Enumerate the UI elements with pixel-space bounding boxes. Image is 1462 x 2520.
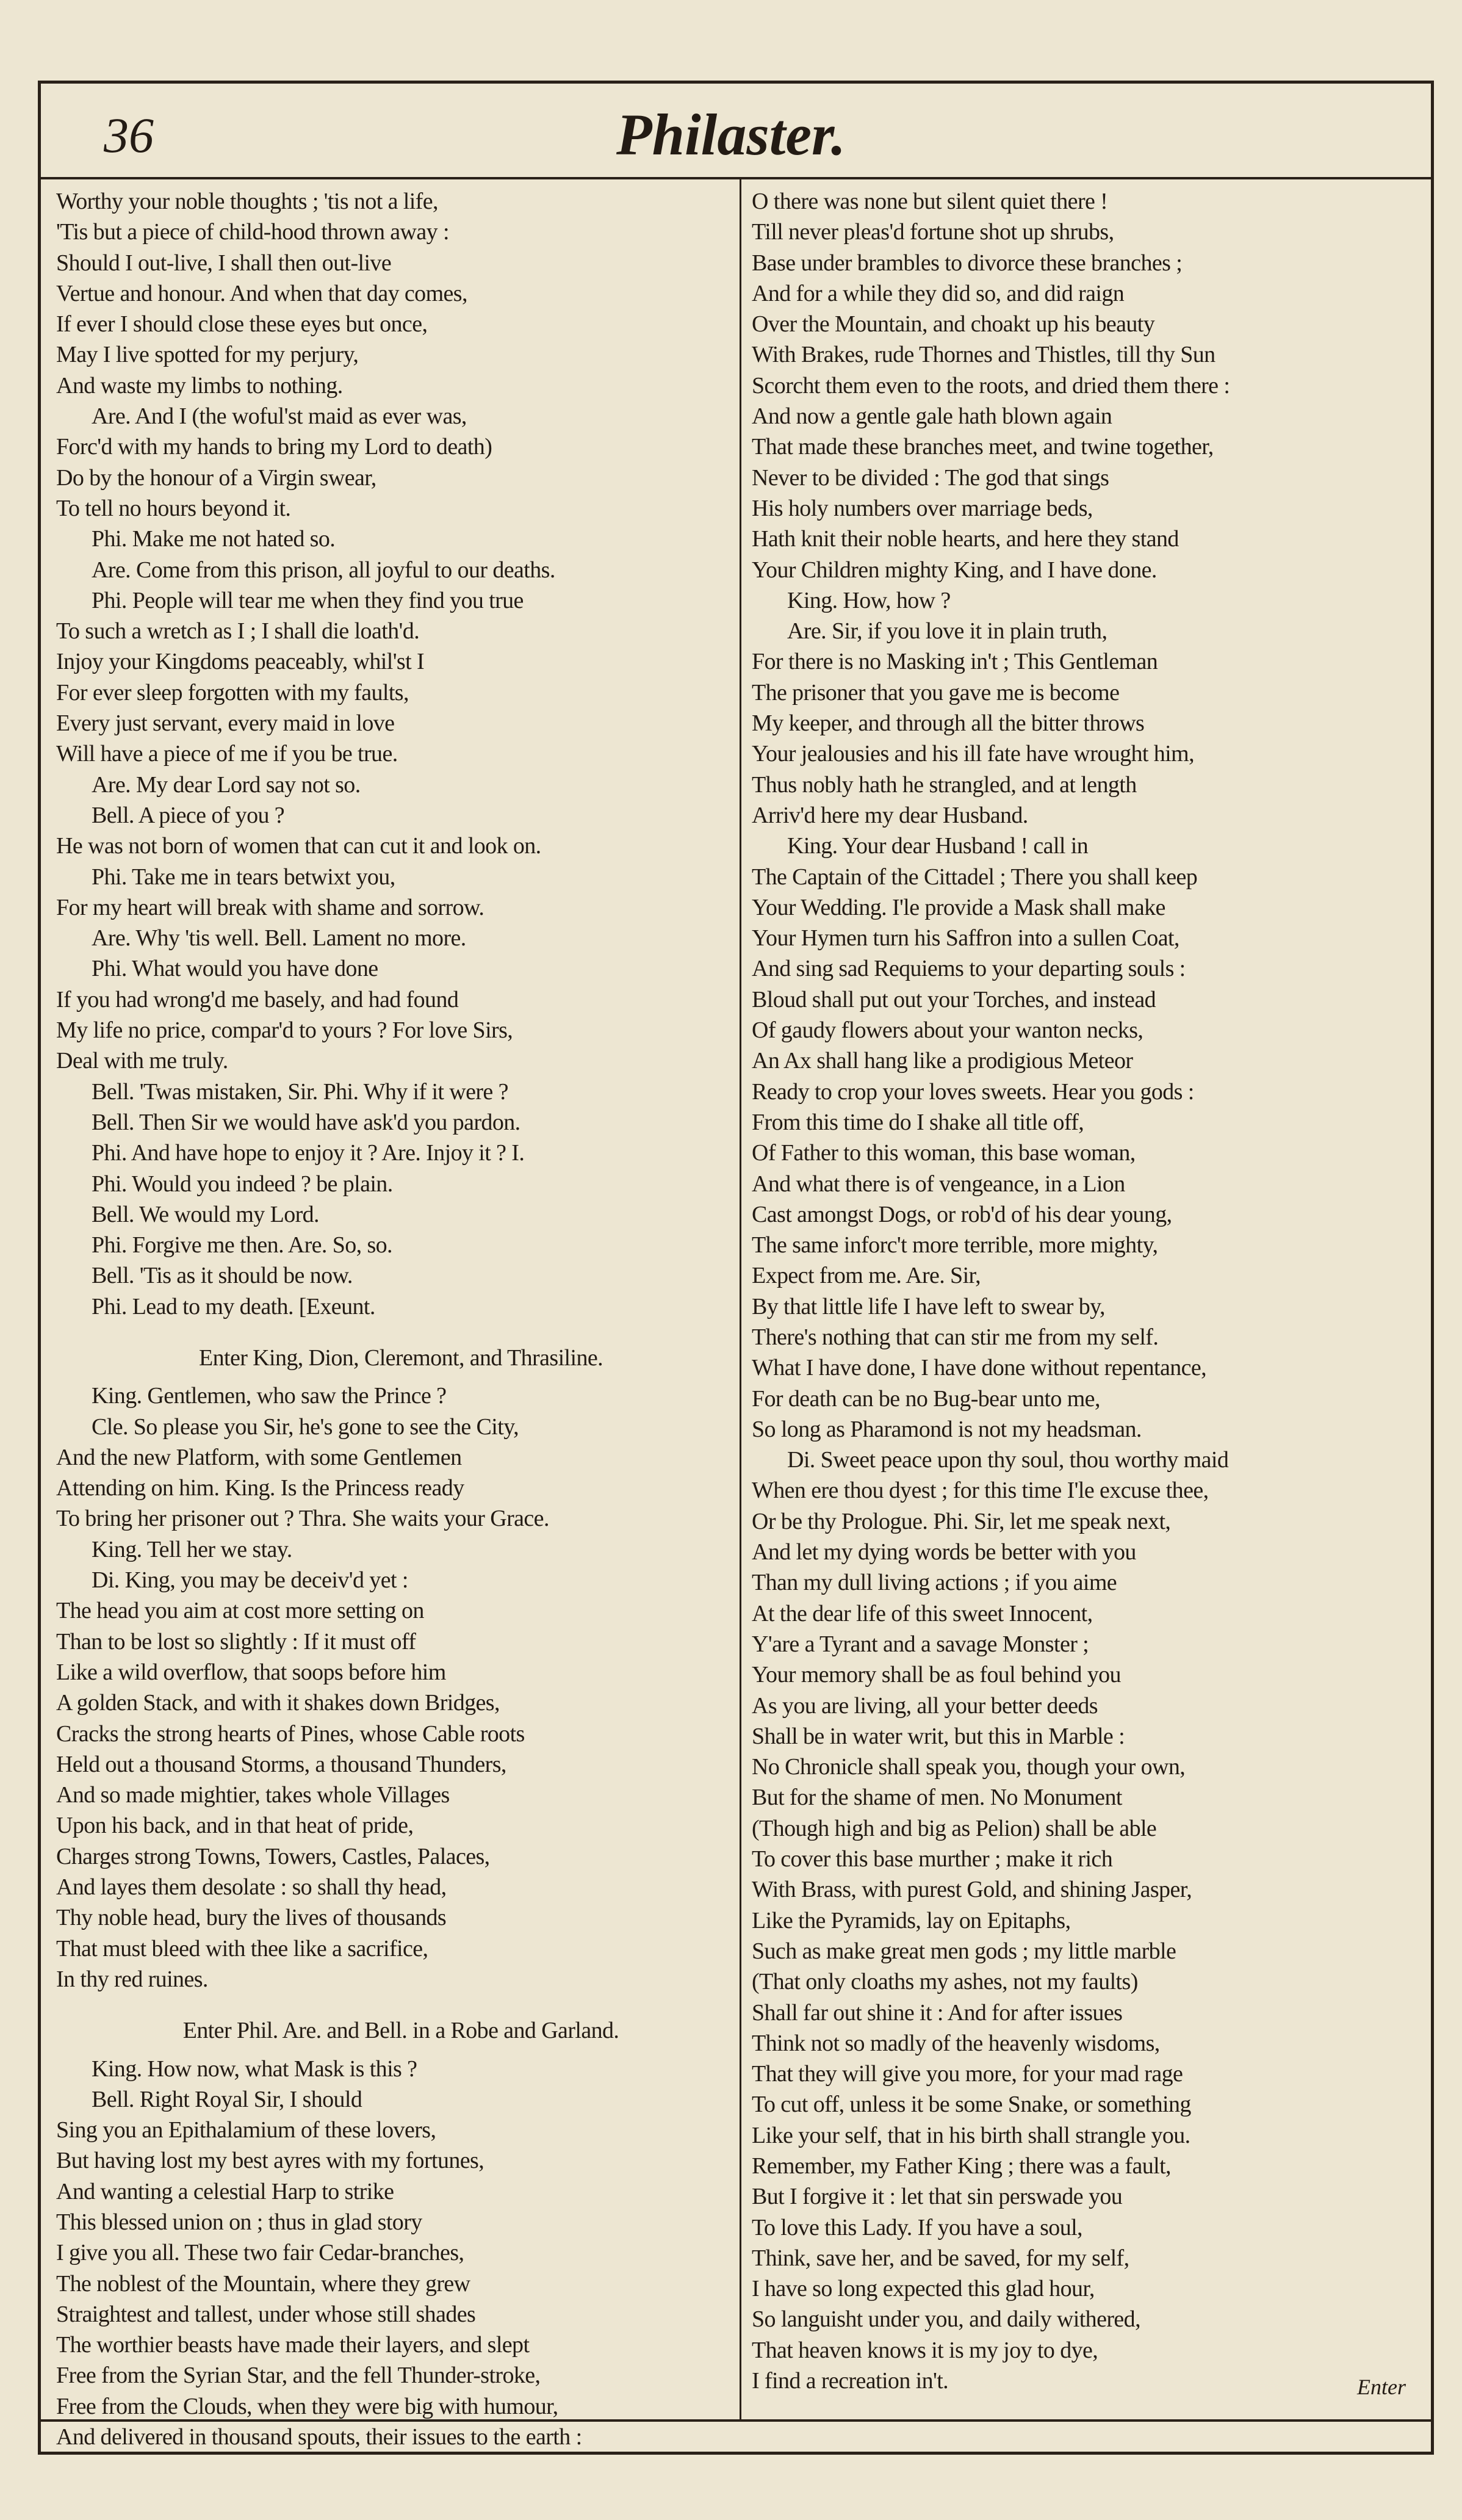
speech-line: Phi. Would you indeed ? be plain.: [92, 1171, 393, 1197]
text-line: Do by the honour of a Virgin swear,: [56, 464, 376, 491]
text-line: Forc'd with my hands to bring my Lord to death): [56, 434, 492, 460]
text-line: Charges strong Towns, Towers, Castles, Palaces,: [56, 1843, 490, 1869]
text-line: To cut off, unless it be some Snake, or something: [752, 2092, 1191, 2118]
text-line: Never to be divided : The god that sings: [752, 464, 1109, 491]
text-line: What I have done, I have done without repentance,: [752, 1355, 1207, 1381]
text-line: If ever I should close these eyes but once,: [56, 311, 428, 338]
speech-line: Di. King, you may be deceiv'd yet :: [92, 1567, 408, 1594]
text-line: Shall far out shine it : And for after issues: [752, 1999, 1123, 2026]
text-line: Hath knit their noble hearts, and here they stand: [752, 526, 1179, 552]
text-line: Of Father to this woman, this base woman,: [752, 1140, 1136, 1166]
text-line: May I live spotted for my perjury,: [56, 342, 359, 368]
text-line: Worthy your noble thoughts ; 'tis not a life,: [56, 189, 438, 214]
text-line: Than my dull living actions ; if you aime: [752, 1570, 1117, 1596]
speech-line: Phi. And have hope to enjoy it ? Are. Injoy it ? I.: [92, 1140, 525, 1166]
stage-direction: Enter King, Dion, Cleremont, and Thrasiline.: [198, 1345, 603, 1371]
running-title: Philaster.: [616, 102, 846, 167]
text-line: Base under brambles to divorce these branches ;: [752, 250, 1183, 276]
text-line: And now a gentle gale hath blown again: [752, 403, 1112, 430]
text-line: Scorcht them even to the roots, and dried them there :: [752, 372, 1230, 399]
text-line: My life no price, compar'd to yours ? For love Sirs,: [56, 1017, 513, 1044]
column-divider: [740, 179, 741, 2419]
text-line: That they will give you more, for your mad rage: [752, 2061, 1183, 2087]
speech-line: Bell. 'Tis as it should be now.: [92, 1263, 353, 1289]
text-line: Your jealousies and his ill fate have wrought him,: [752, 741, 1194, 767]
text-line: The worthier beasts have made their layers, and slept: [56, 2332, 530, 2358]
speech-line: Are. Come from this prison, all joyful to our deaths.: [92, 557, 555, 583]
catchword: Enter: [1357, 2375, 1406, 2399]
speech-line: Are. Sir, if you love it in plain truth,: [787, 618, 1107, 644]
text-line: To such a wretch as I ; I shall die loath'd.: [56, 618, 420, 644]
text-line: With Brass, with purest Gold, and shining Jasper,: [752, 1877, 1192, 1903]
text-line: An Ax shall hang like a prodigious Meteor: [752, 1048, 1133, 1074]
header-rule: [38, 177, 1434, 179]
speech-line: Are. And I (the woful'st maid as ever was,: [92, 403, 467, 430]
speech-line: Bell. We would my Lord.: [92, 1201, 319, 1227]
text-line: Remember, my Father King ; there was a fault,: [752, 2153, 1171, 2179]
text-line: For ever sleep forgotten with my faults,: [56, 679, 409, 706]
text-line: To love this Lady. If you have a soul,: [752, 2214, 1082, 2240]
text-line: There's nothing that can stir me from my self.: [752, 1324, 1159, 1350]
text-line: For my heart will break with shame and sorrow.: [56, 894, 484, 920]
text-line: Cast amongst Dogs, or rob'd of his dear young,: [752, 1201, 1172, 1227]
text-line: And what there is of vengeance, in a Lion: [752, 1171, 1125, 1197]
text-line: Vertue and honour. And when that day comes,: [56, 280, 467, 306]
text-line: Like the Pyramids, lay on Epitaphs,: [752, 1907, 1071, 1933]
speech-line: Phi. Forgive me then. Are. So, so.: [92, 1232, 392, 1258]
left-column: [56, 186, 733, 2452]
text-line: Bloud shall put out your Torches, and instead: [752, 986, 1156, 1013]
speech-line: Bell. Right Royal Sir, I should: [92, 2086, 362, 2112]
text-line: And layes them desolate : so shall thy head,: [56, 1874, 447, 1901]
text-line: For death can be no Bug-bear unto me,: [752, 1385, 1100, 1412]
text-line: Straightest and tallest, under whose still shades: [56, 2301, 476, 2327]
text-line: [752, 2396, 1420, 2427]
text-line: Thy noble head, bury the lives of thousands: [56, 1905, 447, 1931]
text-line: The noblest of the Mountain, where they grew: [56, 2270, 470, 2297]
text-line: From this time do I shake all title off,: [752, 1109, 1084, 1135]
speech-line: Are. Why 'tis well. Bell. Lament no more.: [92, 925, 466, 951]
text-line: Thus nobly hath he strangled, and at length: [752, 771, 1137, 798]
speech-line: Bell. 'Twas mistaken, Sir. Phi. Why if it were ?: [92, 1078, 508, 1105]
speech-line: Bell. A piece of you ?: [92, 802, 285, 828]
text-line: And delivered in thousand spouts, their issues to the earth :: [56, 2424, 582, 2450]
text-line: And for a while they did so, and did raign: [752, 280, 1125, 306]
text-line: Your Hymen turn his Saffron into a sullen Coat,: [752, 925, 1179, 951]
text-line: Deal with me truly.: [56, 1048, 228, 1074]
text-line: Of gaudy flowers about your wanton necks,: [752, 1017, 1143, 1044]
text-line: Think not so madly of the heavenly wisdoms,: [752, 2030, 1160, 2056]
text-line: He was not born of women that can cut it and look on.: [56, 833, 541, 859]
text-line: Every just servant, every maid in love: [56, 710, 395, 737]
text-line: Till never pleas'd fortune shot up shrubs,: [752, 219, 1114, 245]
text-line: As you are living, all your better deeds: [752, 1692, 1098, 1719]
text-line: Your Wedding. I'le provide a Mask shall make: [752, 894, 1165, 920]
text-line: So languisht under you, and daily withered,: [752, 2306, 1140, 2333]
text-line: With Brakes, rude Thornes and Thistles, till thy Sun: [752, 342, 1215, 368]
text-line: Like a wild overflow, that soops before him: [56, 1659, 446, 1685]
text-line: I find a recreation in't.: [752, 2368, 949, 2394]
text-line: That made these branches meet, and twine together,: [752, 434, 1214, 460]
speech-line: Phi. Make me not hated so.: [92, 526, 336, 552]
text-line: (Though high and big as Pelion) shall be able: [752, 1815, 1157, 1841]
text-line: The same inforc't more terrible, more mighty,: [752, 1232, 1158, 1258]
text-line: The prisoner that you gave me is become: [752, 679, 1120, 706]
text-line: Should I out-live, I shall then out-live: [56, 250, 392, 276]
text-line: To cover this base murther ; make it rich: [752, 1846, 1113, 1872]
text-line: To tell no hours beyond it.: [56, 495, 291, 521]
speech-line: Phi. Take me in tears betwixt you,: [92, 864, 395, 890]
text-line: Y'are a Tyrant and a savage Monster ;: [752, 1631, 1089, 1657]
text-line: When ere thou dyest ; for this time I'le excuse thee,: [752, 1478, 1209, 1504]
speech-line: Are. My dear Lord say not so.: [92, 771, 361, 798]
speech-line: King. How, how ?: [787, 587, 951, 613]
text-line: That must bleed with thee like a sacrifice,: [56, 1935, 428, 1962]
text-line: Attending on him. King. Is the Princess ready: [56, 1475, 464, 1501]
speech-line: Phi. Lead to my death. [Exeunt.: [92, 1293, 375, 1320]
text-line: And the new Platform, with some Gentlemen: [56, 1444, 462, 1470]
speech-line: Phi. People will tear me when they find you true: [92, 587, 524, 613]
text-line: And so made mightier, takes whole Villages: [56, 1782, 450, 1808]
text-line: (That only cloaths my ashes, not my faults): [752, 1969, 1138, 1995]
text-line: Think, save her, and be saved, for my self,: [752, 2245, 1129, 2271]
text-line: But I forgive it : let that sin perswade you: [752, 2184, 1123, 2210]
text-line: Upon his back, and in that heat of pride,: [56, 1813, 414, 1839]
speech-line: King. How now, what Mask is this ?: [92, 2056, 417, 2082]
text-line: Like your self, that in his birth shall strangle you.: [752, 2122, 1190, 2148]
text-line: Held out a thousand Storms, a thousand Thunders,: [56, 1751, 506, 1777]
text-line: O there was none but silent quiet there !: [752, 189, 1108, 214]
text-line: The Captain of the Cittadel ; There you shall keep: [752, 864, 1198, 890]
text-line: Injoy your Kingdoms peaceably, whil'st I: [56, 649, 425, 675]
stage-direction: Enter Phil. Are. and Bell. in a Robe and Garland.: [182, 2018, 619, 2044]
text-line: Sing you an Epithalamium of these lovers,: [56, 2117, 436, 2143]
text-line: That heaven knows it is my joy to dye,: [752, 2337, 1098, 2363]
page-number: 36: [104, 107, 154, 163]
speech-line: Cle. So please you Sir, he's gone to see the City,: [92, 1413, 519, 1440]
text-line: Your Children mighty King, and I have done.: [752, 557, 1157, 583]
text-line: To bring her prisoner out ? Thra. She waits your Grace.: [56, 1506, 549, 1532]
text-line: Or be thy Prologue. Phi. Sir, let me speak next,: [752, 1508, 1171, 1534]
text-line: Shall be in water writ, but this in Marble :: [752, 1723, 1125, 1749]
text-line: For there is no Masking in't ; This Gentleman: [752, 649, 1158, 675]
text-line: My keeper, and through all the bitter throws: [752, 710, 1145, 737]
text-line: And let my dying words be better with you: [752, 1539, 1136, 1565]
text-line: Expect from me. Are. Sir,: [752, 1263, 981, 1289]
text-line: So long as Pharamond is not my headsman.: [752, 1416, 1142, 1442]
text-line: And sing sad Requiems to your departing souls :: [752, 956, 1186, 982]
text-line: And waste my limbs to nothing.: [56, 372, 343, 399]
text-line: Cracks the strong hearts of Pines, whose Cable roots: [56, 1720, 525, 1747]
speech-line: Phi. What would you have done: [92, 956, 378, 982]
text-line: No Chronicle shall speak you, though your own,: [752, 1754, 1186, 1780]
text-line: I have so long expected this glad hour,: [752, 2276, 1095, 2302]
text-line: Free from the Clouds, when they were big with humour,: [56, 2393, 558, 2419]
text-line: At the dear life of this sweet Innocent,: [752, 1600, 1093, 1626]
text-line: But for the shame of men. No Monument: [752, 1785, 1122, 1811]
speech-line: Di. Sweet peace upon thy soul, thou worthy maid: [787, 1447, 1229, 1473]
text-line: By that little life I have left to swear by,: [752, 1293, 1105, 1320]
text-line: His holy numbers over marriage beds,: [752, 495, 1093, 521]
text-line: The head you aim at cost more setting on: [56, 1598, 424, 1624]
text-line: Free from the Syrian Star, and the fell Thunder-stroke,: [56, 2363, 541, 2389]
text-line: A golden Stack, and with it shakes down Bridges,: [56, 1690, 500, 1716]
text-line: 'Tis but a piece of child-hood thrown away :: [56, 219, 449, 245]
right-column: [752, 186, 1420, 2427]
text-line: And wanting a celestial Harp to strike: [56, 2178, 394, 2204]
speech-line: King. Tell her we stay.: [92, 1536, 292, 1562]
text-line: Over the Mountain, and choakt up his beauty: [752, 311, 1155, 338]
speech-line: Bell. Then Sir we would have ask'd you pardon.: [92, 1109, 520, 1135]
speech-line: King. Your dear Husband ! call in: [787, 833, 1089, 859]
text-line: If you had wrong'd me basely, and had found: [56, 986, 459, 1013]
text-line: Will have a piece of me if you be true.: [56, 741, 398, 767]
text-line: This blessed union on ; thus in glad story: [56, 2209, 422, 2235]
text-line: Such as make great men gods ; my little marble: [752, 1938, 1176, 1964]
text-line: Than to be lost so slightly : If it must off: [56, 1628, 416, 1655]
text-line: I give you all. These two fair Cedar-branches,: [56, 2240, 464, 2266]
text-line: In thy red ruines.: [56, 1966, 208, 1992]
text-line: Ready to crop your loves sweets. Hear you gods :: [752, 1078, 1194, 1105]
text-line: Arriv'd here my dear Husband.: [752, 802, 1028, 828]
speech-line: King. Gentlemen, who saw the Prince ?: [92, 1383, 447, 1409]
text-line: But having lost my best ayres with my fortunes,: [56, 2148, 484, 2174]
text-line: Your memory shall be as foul behind you: [752, 1662, 1121, 1688]
